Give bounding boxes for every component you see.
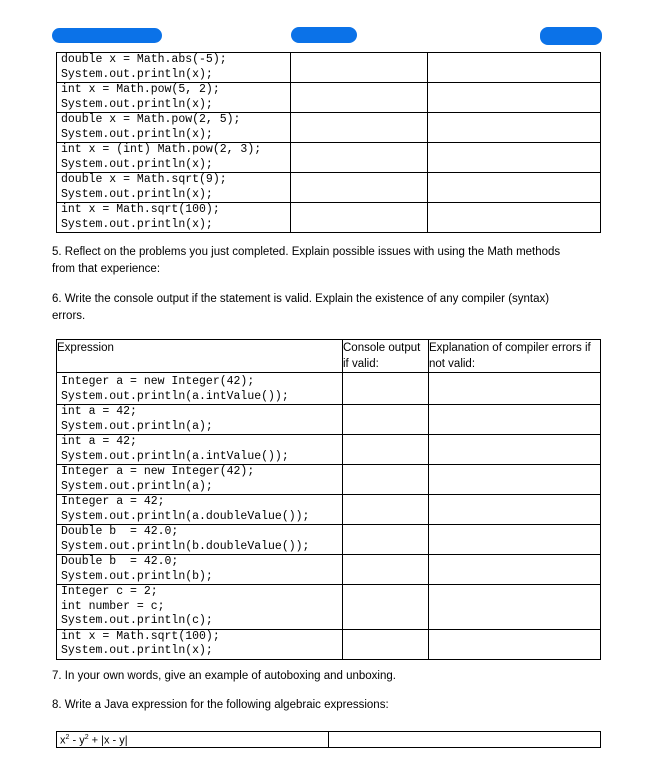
redaction-mark-left <box>52 28 162 43</box>
explanation-cell[interactable] <box>429 435 601 465</box>
console-output-cell[interactable] <box>343 629 429 659</box>
code-cell <box>57 83 291 113</box>
code-line: System.out.println(x); <box>61 127 213 141</box>
code-line: System.out.println(b); <box>61 569 213 583</box>
code-line: Integer c = 2; <box>61 585 158 598</box>
code-line: System.out.println(a.doubleValue()); <box>61 509 310 523</box>
code-line: System.out.println(x); <box>61 217 213 231</box>
code-line: Integer a = 42; <box>61 495 165 508</box>
explanation-cell[interactable] <box>428 173 601 203</box>
code-line: Double b = 42.0; <box>61 555 179 568</box>
table-row <box>57 173 601 203</box>
code-line: double x = Math.abs(-5); <box>61 53 227 66</box>
console-output-cell[interactable] <box>343 495 429 525</box>
table-row <box>57 203 601 233</box>
question-7: 7. In your own words, give an example of autoboxing and unboxing. <box>52 670 396 682</box>
console-output-cell[interactable] <box>343 435 429 465</box>
explanation-cell[interactable] <box>429 465 601 495</box>
expression-cell <box>57 629 343 659</box>
expression-cell <box>57 525 343 555</box>
table-row <box>57 143 601 173</box>
output-cell[interactable] <box>291 203 428 233</box>
code-line: int x = Math.pow(5, 2); <box>61 83 220 96</box>
output-cell[interactable] <box>291 83 428 113</box>
redaction-mark-right <box>540 27 602 45</box>
header-explanation: Explanation of compiler errors if not valid: <box>429 340 601 373</box>
code-line: int a = 42; <box>61 435 137 448</box>
code-cell <box>57 113 291 143</box>
code-cell <box>57 53 291 83</box>
code-line: System.out.println(a.intValue()); <box>61 389 289 403</box>
code-line: System.out.println(x); <box>61 157 213 171</box>
redaction-mark-center <box>291 27 357 43</box>
table-row <box>57 555 601 585</box>
explanation-cell[interactable] <box>429 495 601 525</box>
code-line: int x = (int) Math.pow(2, 3); <box>61 143 262 156</box>
code-line: System.out.println(x); <box>61 187 213 201</box>
table-row <box>57 525 601 555</box>
explanation-cell[interactable] <box>429 525 601 555</box>
console-output-cell[interactable] <box>343 405 429 435</box>
expression-cell <box>57 555 343 585</box>
wrapper-classes-table <box>56 339 601 660</box>
explanation-cell[interactable] <box>428 83 601 113</box>
code-line: Integer a = new Integer(42); <box>61 465 255 478</box>
table-row <box>57 435 601 465</box>
table-row <box>57 495 601 525</box>
explanation-cell[interactable] <box>428 143 601 173</box>
code-line: System.out.println(x); <box>61 97 213 111</box>
table-row <box>57 113 601 143</box>
table-row <box>57 405 601 435</box>
table-row <box>57 629 601 659</box>
table-row <box>57 83 601 113</box>
table-row <box>57 585 601 630</box>
code-cell <box>57 203 291 233</box>
code-line: Double b = 42.0; <box>61 525 179 538</box>
explanation-cell[interactable] <box>429 585 601 630</box>
code-cell <box>57 143 291 173</box>
code-line: int a = 42; <box>61 405 137 418</box>
output-cell[interactable] <box>291 143 428 173</box>
code-line: System.out.println(c); <box>61 614 213 627</box>
expression-cell <box>57 465 343 495</box>
code-cell <box>57 173 291 203</box>
code-line: int x = Math.sqrt(100); <box>61 203 220 216</box>
code-line: System.out.println(a.intValue()); <box>61 449 289 463</box>
code-line: double x = Math.pow(2, 5); <box>61 113 241 126</box>
expression-cell <box>57 405 343 435</box>
code-line: int number = c; <box>61 599 165 613</box>
question-6: 6. Write the console output if the statement is valid. Explain the existence of any compiler (syntax) errors. <box>52 293 550 322</box>
explanation-cell[interactable] <box>429 555 601 585</box>
output-cell[interactable] <box>291 53 428 83</box>
console-output-cell[interactable] <box>343 555 429 585</box>
code-line: double x = Math.sqrt(9); <box>61 173 227 186</box>
explanation-cell[interactable] <box>428 203 601 233</box>
explanation-cell[interactable] <box>429 405 601 435</box>
code-line: System.out.println(b.doubleValue()); <box>61 539 310 553</box>
header-expression: Expression <box>57 340 343 373</box>
code-line: System.out.println(a); <box>61 419 213 433</box>
expression-cell <box>57 435 343 465</box>
code-line: int x = Math.sqrt(100); <box>61 629 220 643</box>
java-expression-answer-cell[interactable] <box>329 732 601 748</box>
code-line: System.out.println(a); <box>61 479 213 493</box>
output-cell[interactable] <box>291 113 428 143</box>
output-cell[interactable] <box>291 173 428 203</box>
code-line: System.out.println(x); <box>61 644 213 657</box>
code-line: Integer a = new Integer(42); <box>61 375 255 388</box>
expression-cell <box>57 495 343 525</box>
table-row <box>57 53 601 83</box>
console-output-cell[interactable] <box>343 465 429 495</box>
expression-cell <box>57 373 343 405</box>
expression-cell <box>57 585 343 630</box>
console-output-cell[interactable] <box>343 373 429 405</box>
algebra-expression-table <box>56 731 601 748</box>
explanation-cell[interactable] <box>429 629 601 659</box>
table-header-row <box>57 340 601 373</box>
algebraic-expression: $x^2 - y^2 + |x - y|$ <box>57 732 329 748</box>
table-row <box>57 373 601 405</box>
table-row <box>57 465 601 495</box>
code-line: System.out.println(x); <box>61 67 213 81</box>
explanation-cell[interactable] <box>428 113 601 143</box>
header-console-output: Console output if valid: <box>343 340 429 373</box>
explanation-cell[interactable] <box>428 53 601 83</box>
explanation-cell[interactable] <box>429 373 601 405</box>
question-8: 8. Write a Java expression for the following algebraic expressions: <box>52 699 389 711</box>
question-5: 5. Reflect on the problems you just completed. Explain possible issues with using the Math methods from that experience: <box>52 246 561 275</box>
math-methods-table <box>56 52 601 233</box>
console-output-cell[interactable] <box>343 525 429 555</box>
console-output-cell[interactable] <box>343 585 429 630</box>
